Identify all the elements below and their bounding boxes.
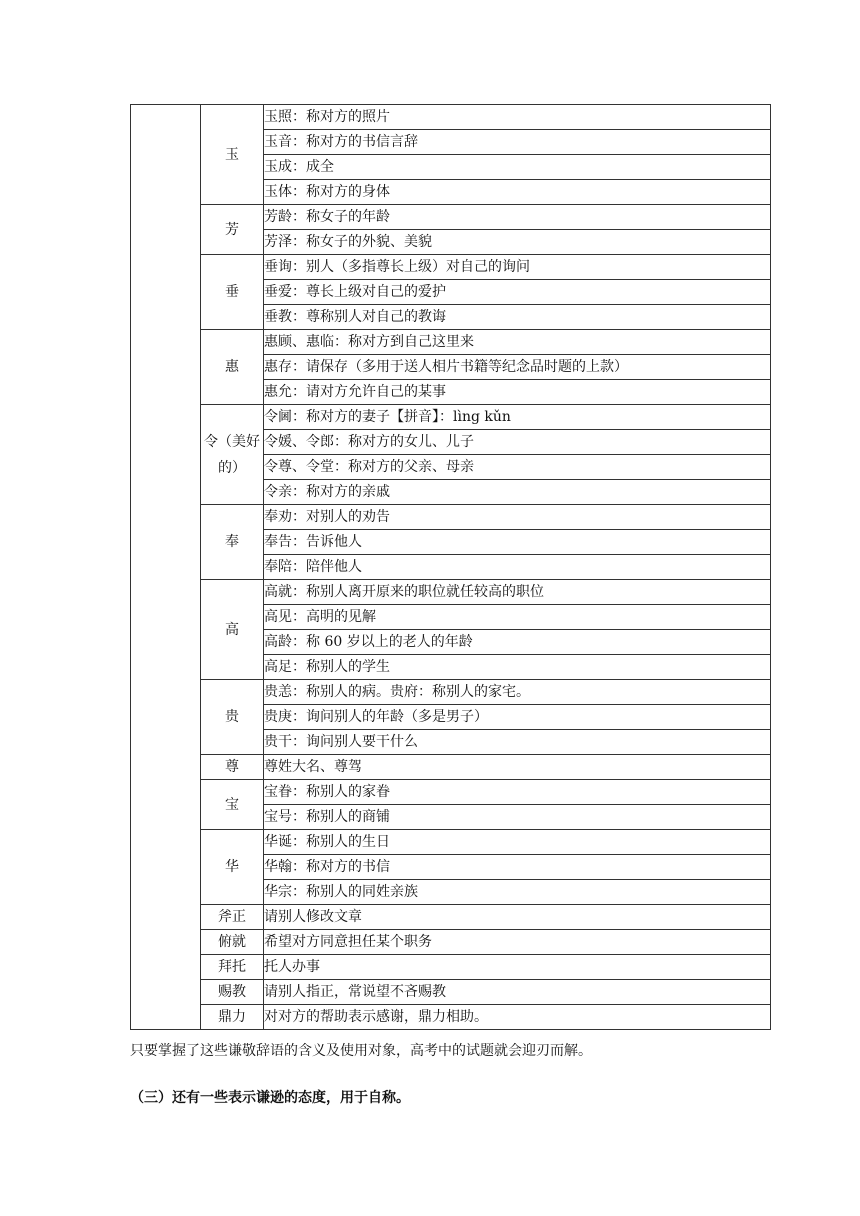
table-row (131, 780, 771, 805)
honorific-definition-cell: 高龄：称 60 岁以上的老人的年龄 (264, 630, 771, 655)
honorific-definition-cell: 令亲：称对方的亲戚 (264, 480, 771, 505)
honorific-head-cell: 芳 (201, 205, 264, 255)
honorific-head-cell: 令（美好的） (201, 405, 264, 505)
honorific-head-cell: 奉 (201, 505, 264, 580)
honorific-definition-cell: 希望对方同意担任某个职务 (264, 930, 771, 955)
honorific-definition-cell: 贵干：询问别人要干什么 (264, 730, 771, 755)
honorific-definition-cell: 芳龄：称女子的年龄 (264, 205, 771, 230)
honorific-table (130, 104, 771, 1030)
honorific-definition-cell: 请别人修改文章 (264, 905, 771, 930)
honorific-definition-cell: 垂教：尊称别人对自己的教诲 (264, 305, 771, 330)
honorific-definition-cell: 垂询：别人（多指尊长上级）对自己的询问 (264, 255, 771, 280)
table-row (131, 980, 771, 1005)
honorific-head-cell: 尊 (201, 755, 264, 780)
honorific-definition-cell: 玉照：称对方的照片 (264, 105, 771, 130)
table-row (131, 680, 771, 705)
honorific-definition-cell: 托人办事 (264, 955, 771, 980)
honorific-definition-cell: 令阃：称对方的妻子【拼音】：lìng kǔn (264, 405, 771, 430)
honorific-definition-cell: 惠顾、惠临：称对方到自己这里来 (264, 330, 771, 355)
table-row (131, 955, 771, 980)
honorific-definition-cell: 惠允：请对方允许自己的某事 (264, 380, 771, 405)
honorific-definition-cell: 尊姓大名、尊驾 (264, 755, 771, 780)
table-row (131, 1005, 771, 1030)
table-row (131, 405, 771, 430)
honorific-definition-cell: 高见：高明的见解 (264, 605, 771, 630)
table-row (131, 830, 771, 855)
honorific-definition-cell: 芳泽：称女子的外貌、美貌 (264, 230, 771, 255)
honorific-head-cell: 惠 (201, 330, 264, 405)
honorific-definition-cell: 奉告：告诉他人 (264, 530, 771, 555)
honorific-definition-cell: 宝号：称别人的商铺 (264, 805, 771, 830)
honorific-head-cell: 拜托 (201, 955, 264, 980)
honorific-definition-cell: 令媛、令郎：称对方的女儿、儿子 (264, 430, 771, 455)
honorific-head-cell: 鼎力 (201, 1005, 264, 1030)
honorific-definition-cell: 奉劝：对别人的劝告 (264, 505, 771, 530)
honorific-definition-cell: 请别人指正，常说望不吝赐教 (264, 980, 771, 1005)
honorific-table-body (131, 105, 771, 1030)
table-row (131, 105, 771, 130)
table-row (131, 505, 771, 530)
honorific-definition-cell: 高足：称别人的学生 (264, 655, 771, 680)
honorific-definition-cell: 华翰：称对方的书信 (264, 855, 771, 880)
honorific-head-cell: 宝 (201, 780, 264, 830)
honorific-definition-cell: 宝眷：称别人的家眷 (264, 780, 771, 805)
honorific-head-cell: 高 (201, 580, 264, 680)
honorific-definition-cell: 奉陪：陪伴他人 (264, 555, 771, 580)
outer-category-cell (131, 105, 201, 1030)
honorific-definition-cell: 对对方的帮助表示感谢，鼎力相助。 (264, 1005, 771, 1030)
honorific-head-cell: 贵 (201, 680, 264, 755)
honorific-head-cell: 赐教 (201, 980, 264, 1005)
honorific-definition-cell: 高就：称别人离开原来的职位就任较高的职位 (264, 580, 771, 605)
honorific-head-cell: 垂 (201, 255, 264, 330)
table-row (131, 205, 771, 230)
table-row (131, 255, 771, 280)
honorific-definition-cell: 玉音：称对方的书信言辞 (264, 130, 771, 155)
summary-note: 只要掌握了这些谦敬辞语的含义及使用对象，高考中的试题就会迎刃而解。 (130, 1043, 592, 1059)
honorific-head-cell: 玉 (201, 105, 264, 205)
section-heading: （三）还有一些表示谦逊的态度，用于自称。 (130, 1090, 410, 1106)
table-row (131, 755, 771, 780)
honorific-definition-cell: 贵庚：询问别人的年龄（多是男子） (264, 705, 771, 730)
honorific-definition-cell: 华宗：称别人的同姓亲族 (264, 880, 771, 905)
table-row (131, 905, 771, 930)
honorific-definition-cell: 贵恙：称别人的病。贵府：称别人的家宅。 (264, 680, 771, 705)
honorific-definition-cell: 垂爱：尊长上级对自己的爱护 (264, 280, 771, 305)
honorific-head-cell: 俯就 (201, 930, 264, 955)
table-row (131, 580, 771, 605)
honorific-definition-cell: 惠存：请保存（多用于送人相片书籍等纪念品时题的上款） (264, 355, 771, 380)
honorific-definition-cell: 玉体：称对方的身体 (264, 180, 771, 205)
table-row (131, 330, 771, 355)
honorific-definition-cell: 华诞：称别人的生日 (264, 830, 771, 855)
honorific-head-cell: 华 (201, 830, 264, 905)
table-row (131, 930, 771, 955)
honorific-definition-cell: 玉成：成全 (264, 155, 771, 180)
honorific-definition-cell: 令尊、令堂：称对方的父亲、母亲 (264, 455, 771, 480)
honorific-head-cell: 斧正 (201, 905, 264, 930)
